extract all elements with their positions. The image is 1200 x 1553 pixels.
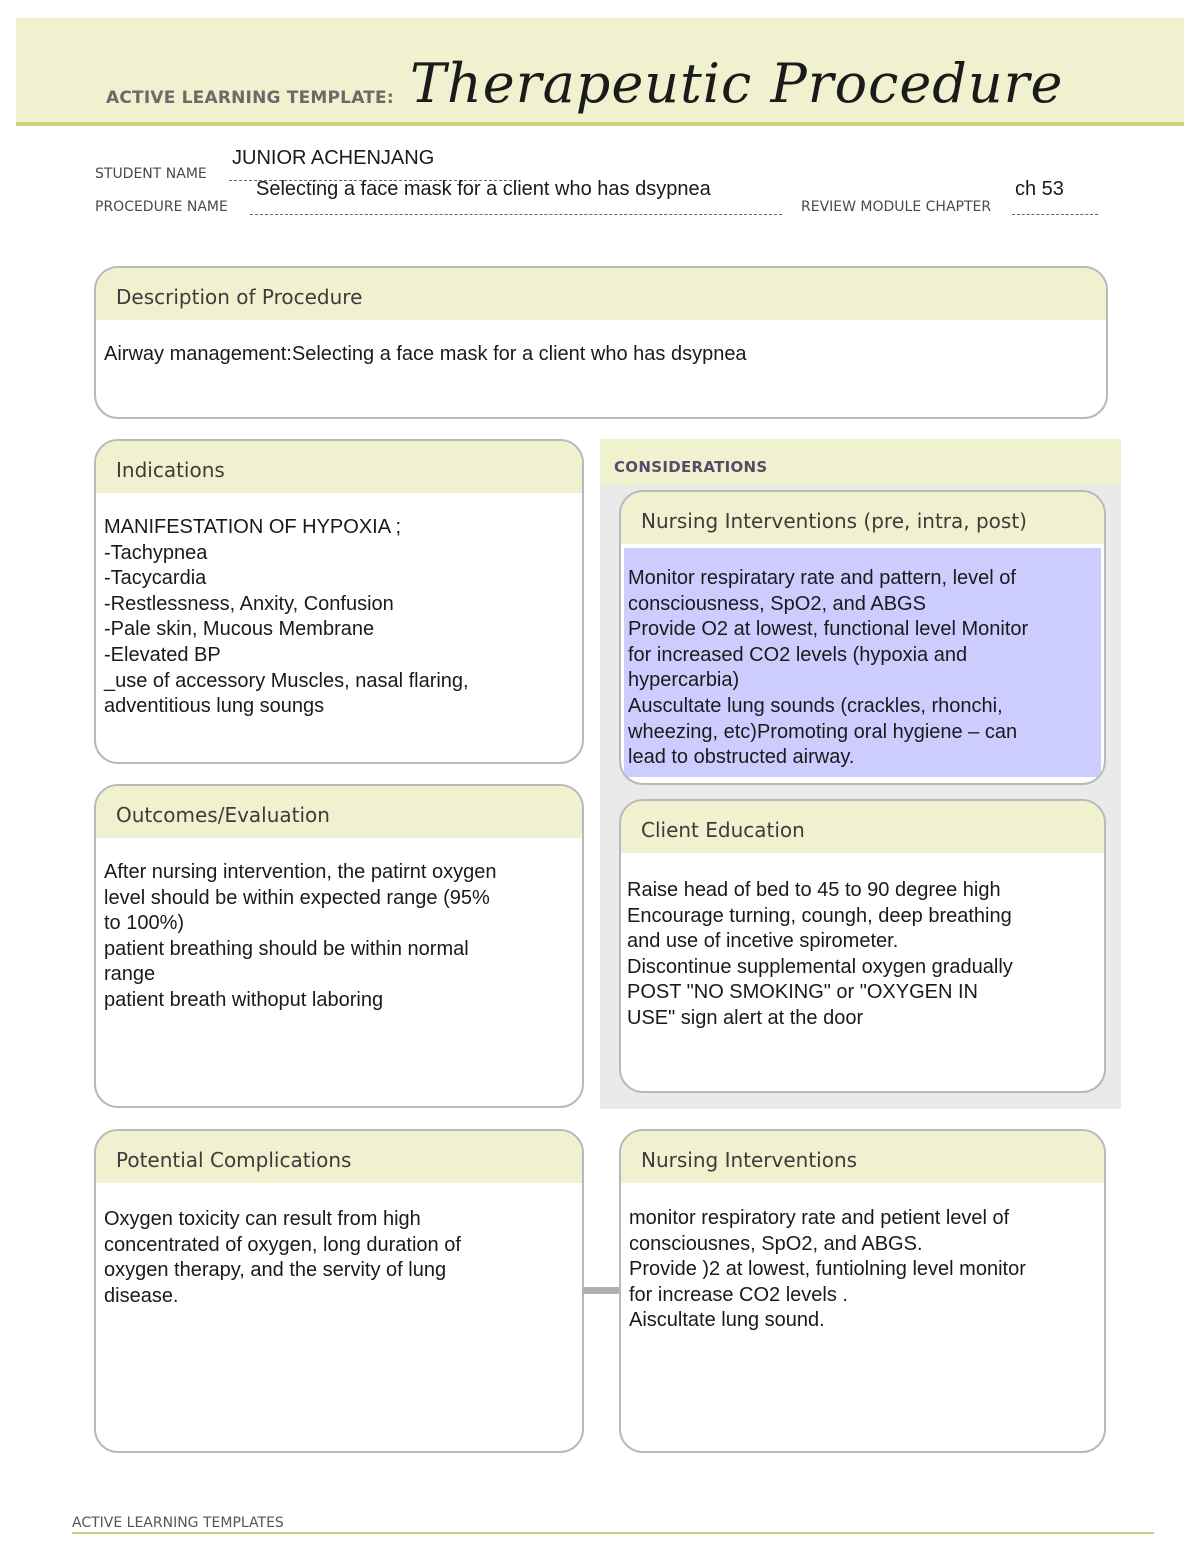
client-education-line: Discontinue supplemental oxygen gradually bbox=[627, 955, 1013, 978]
client-education-text[interactable] bbox=[621, 853, 1104, 1032]
review-module-label: REVIEW MODULE CHAPTER bbox=[801, 199, 992, 215]
nursing-interventions-pip-line: for increased CO2 levels (hypoxia and bbox=[628, 643, 968, 666]
nursing-interventions-pip-line: Auscultate lung sounds (crackles, rhonchi, bbox=[628, 694, 1003, 717]
client-education-line: USE" sign alert at the door bbox=[627, 1006, 864, 1029]
template-label: ACTIVE LEARNING TEMPLATE: bbox=[106, 88, 394, 108]
nursing-interventions-pip-box bbox=[619, 490, 1106, 785]
description-title: Description of Procedure bbox=[96, 268, 1106, 320]
client-education-line: Raise head of bed to 45 to 90 degree high bbox=[627, 879, 1001, 901]
nursing-interventions-pip-line: Provide O2 at lowest, functional level Monitor bbox=[628, 618, 1029, 641]
indications-text[interactable] bbox=[96, 493, 582, 720]
procedure-name-label: PROCEDURE NAME bbox=[95, 199, 228, 215]
nursing-interventions-title: Nursing Interventions bbox=[621, 1131, 1104, 1183]
indications-title: Indications bbox=[96, 441, 582, 493]
description-box bbox=[94, 266, 1108, 419]
nursing-interventions-pip-line: consciousness, SpO2, and ABGS bbox=[628, 592, 926, 615]
indications-line: -Pale skin, Mucous Membrane bbox=[104, 618, 375, 641]
nursing-interventions-line: for increase CO2 levels . bbox=[629, 1283, 848, 1306]
outcomes-text[interactable] bbox=[96, 838, 582, 1014]
outcomes-line: patient breath withoput laboring bbox=[104, 988, 384, 1011]
footer-rule bbox=[72, 1532, 1154, 1534]
outcomes-line: to 100%) bbox=[104, 912, 185, 935]
indications-box bbox=[94, 439, 584, 764]
outcomes-line: patient breathing should be within normal bbox=[104, 937, 469, 960]
indications-line: _use of accessory Muscles, nasal flaring, bbox=[104, 669, 469, 692]
nursing-interventions-line: Provide )2 at lowest, funtiolning level monitor bbox=[629, 1258, 1026, 1281]
indications-line: -Elevated BP bbox=[104, 643, 221, 666]
review-module-value[interactable]: ch 53 bbox=[1015, 178, 1064, 200]
header-rule bbox=[16, 122, 1184, 126]
description-line: Airway management:Selecting a face mask for a client who has dsypnea bbox=[104, 343, 747, 365]
complications-line: disease. bbox=[104, 1284, 179, 1307]
review-module-line bbox=[1012, 214, 1098, 215]
client-education-line: POST "NO SMOKING" or "OXYGEN IN bbox=[627, 981, 978, 1004]
nursing-interventions-line: Aiscultate lung sound. bbox=[629, 1309, 825, 1332]
client-education-line: and use of incetive spirometer. bbox=[627, 930, 899, 953]
considerations-label: CONSIDERATIONS bbox=[614, 458, 768, 476]
outcomes-line: range bbox=[104, 963, 156, 986]
nursing-interventions-box bbox=[619, 1129, 1106, 1453]
indications-line: MANIFESTATION OF HYPOXIA ; bbox=[104, 516, 402, 538]
outcomes-box bbox=[94, 784, 584, 1108]
connector-bar bbox=[582, 1287, 620, 1294]
complications-box bbox=[94, 1129, 584, 1453]
nursing-interventions-pip-line: Monitor respiratary rate and pattern, level of bbox=[628, 567, 1016, 589]
client-education-title: Client Education bbox=[621, 801, 1104, 853]
indications-line: -Tacycardia bbox=[104, 567, 207, 590]
client-education-box bbox=[619, 799, 1106, 1093]
indications-line: adventitious lung soungs bbox=[104, 695, 325, 718]
indications-line: -Tachypnea bbox=[104, 541, 208, 564]
outcomes-line: level should be within expected range (95% bbox=[104, 886, 490, 909]
student-name-value[interactable]: JUNIOR ACHENJANG bbox=[232, 147, 435, 169]
nursing-interventions-pip-line: wheezing, etc)Promoting oral hygiene – can bbox=[628, 720, 1018, 743]
complications-line: concentrated of oxygen, long duration of bbox=[104, 1233, 461, 1256]
nursing-interventions-pip-line: hypercarbia) bbox=[628, 669, 740, 692]
footer-label: ACTIVE LEARNING TEMPLATES bbox=[72, 1515, 284, 1531]
nursing-interventions-line: monitor respiratory rate and petient level of bbox=[629, 1207, 1010, 1229]
nursing-interventions-pip-text[interactable] bbox=[624, 548, 1101, 777]
complications-text[interactable] bbox=[96, 1183, 582, 1309]
outcomes-line: After nursing intervention, the patirnt oxygen bbox=[104, 861, 497, 883]
complications-title: Potential Complications bbox=[96, 1131, 582, 1183]
procedure-name-line bbox=[250, 214, 782, 215]
nursing-interventions-text[interactable] bbox=[621, 1183, 1104, 1334]
nursing-interventions-pip-title: Nursing Interventions (pre, intra, post) bbox=[621, 492, 1104, 544]
outcomes-title: Outcomes/Evaluation bbox=[96, 786, 582, 838]
complications-line: oxygen therapy, and the servity of lung bbox=[104, 1259, 447, 1282]
student-name-label: STUDENT NAME bbox=[95, 166, 207, 182]
procedure-name-value[interactable]: Selecting a face mask for a client who has dsypnea bbox=[256, 178, 711, 200]
indications-line: -Restlessness, Anxity, Confusion bbox=[104, 592, 394, 615]
complications-line: Oxygen toxicity can result from high bbox=[104, 1208, 421, 1230]
nursing-interventions-pip-line: lead to obstructed airway. bbox=[628, 746, 855, 769]
client-education-line: Encourage turning, coungh, deep breathing bbox=[627, 904, 1012, 927]
description-text[interactable] bbox=[96, 320, 1106, 368]
template-title: Therapeutic Procedure bbox=[410, 52, 1064, 115]
nursing-interventions-line: consciousnes, SpO2, and ABGS. bbox=[629, 1232, 923, 1255]
